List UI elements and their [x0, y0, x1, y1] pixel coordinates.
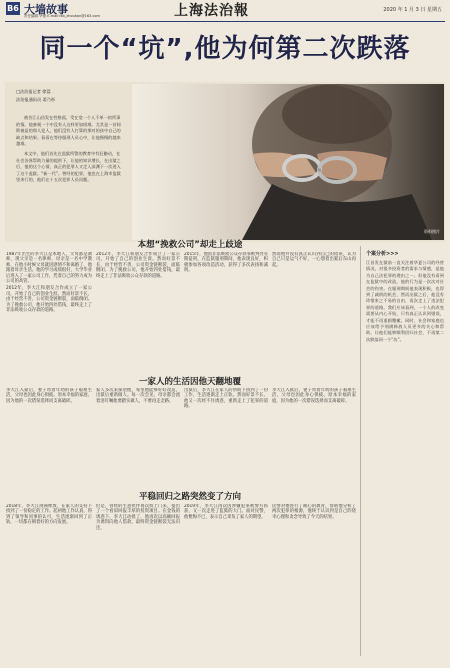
- header-divider: [5, 21, 445, 22]
- sidebar-divider: [360, 246, 361, 656]
- article-column-9: [6, 504, 92, 662]
- sidebar-title: 个案分析>>>: [366, 251, 399, 257]
- paragraph: 2012年，李大江和朋友合作成立了一家公司，开始了自己的创业生涯。然而好景不长，由于经营不善，公司资金链断裂，面临倒闭。为了挽救公司，他开始四处借钱，最终走上了非法吸收公众存款的道路。: [96, 252, 180, 279]
- article-column-8: [272, 388, 356, 488]
- handcuffs-illustration: [132, 84, 444, 240]
- section-title: 大墙故事: [24, 3, 68, 16]
- paragraph: 家人多次来探望他，希望他能够好好改造，出狱后重新做人。每一次会见，母亲都会流着泪叮嘱他要踏实做人，不要再走歪路。: [96, 388, 180, 404]
- article-column-11: [184, 504, 268, 662]
- subheading-3: 平稳回归之路突然变了方向: [138, 492, 241, 502]
- paragraph: 出狱后，李大江在家人的帮助下找到了一份工作，生活逐渐走上正轨。然而好景不长，他又一次经不住诱惑，重新走上了犯罪的道路。: [184, 388, 268, 410]
- paragraph: 但是，曾经的生意伙伴再次找上门来，提出了一个看似回报丰厚的投资项目。在金钱的诱惑下，李大江动摇了，他再次以高额回报为诱饵向他人借款，最终资金链断裂无法归还。: [96, 504, 180, 531]
- handcuffs-photo: [132, 84, 444, 240]
- paragraph: 2019年，李大江再次因涉嫌犯罪被警方抓获，又一次走进了监狱的大门。面对民警，他懊悔不已，表示自己辜负了家人的期望。: [184, 504, 268, 520]
- photo-caption: 资料图片: [424, 229, 440, 234]
- article-column-1: [6, 252, 92, 372]
- paragraph: 李大江入狱后，妻子带着年幼的孩子艰难生活，父母也因此身心俱疲。原本幸福的家庭，因为他的一次错误选择而支离破碎。: [272, 388, 356, 404]
- paragraph: 1987年出生的李大江是本地人，父母都是教师，现父亲是一名律师，母亲是一名中学教师，在他小时候父母就因感情不和离婚了，他跟着母亲生活。他的学习成绩很好，大学毕业后进入了一家公司工作，凭着自己的努力成为公司的高管。: [6, 252, 92, 285]
- lead-paragraph: [16, 115, 124, 184]
- newspaper-masthead: 上海法治報: [174, 3, 249, 19]
- paragraph: 李大江入狱后，妻子带着年幼的孩子艰难生活，父母也因此身心俱疲。原本幸福的家庭，因为他的一次错误选择而支离破碎。: [6, 388, 92, 404]
- main-headline: 同一个“坑”,他为何第二次跌落: [39, 34, 411, 64]
- byline-reporter-1: □法治报记者 徐荔: [16, 89, 51, 94]
- sidebar-text: 江昌发在狱前一直关注着华夏公司的经营情况，对很多投资者的需求与情感，是他为自己法犯罪的理由之一。但他没有看到在监狱中的改造，他的行为是一次次对社会的伤害。在服刑期间他表现积极，也得到了减刑的机会，然而出狱之后，他没有珍惜来之不易的自由，再次走上了违法犯罪的道路。我们应该看到，一个人的改变需要从内心开始，只有真正认识到错误，才能不再重蹈覆辙。同时，社会和家庭也应该给予刑满释放人员更多的关心和帮助，让他们能够顺利回归社会，不再第二次跌落同一个“坑”。: [366, 260, 444, 342]
- article-column-2: [96, 252, 180, 372]
- issue-date: 2020 年 1 月 3 日 星期五: [383, 7, 442, 13]
- article-column-3: [184, 252, 268, 372]
- article-column-5: [6, 388, 92, 488]
- paragraph: 然而他并没有真正认识到自己的错误，认为自己只是运气不好，一心想着出狱后东山再起。: [272, 252, 356, 268]
- paragraph: 2018年，李大江刑满释放，在家人的支持下找到了一份稳定的工作。起初他工作认真，得到了领导和同事的认可，生活逐渐回到了正轨，一切都在朝着好的方向发展。: [6, 504, 92, 526]
- article-column-6: [96, 388, 180, 488]
- paragraph: 2012年，李大江和朋友合作成立了一家公司，开始了自己的创业生涯。然而好景不长，由于经营不善，公司资金链断裂，面临倒闭。为了挽救公司，他开始四处借钱，最终走上了非法吸收公众存款的道路。: [6, 286, 92, 314]
- paragraph: 2015年，他因非法吸收公众存款罪被判处有期徒刑，在监狱服刑期间，他表现良好，积极参加各项改造活动，获得了多次表扬和减刑。: [184, 252, 268, 274]
- editor-line: 责任编辑 华蕾 E-mail:fzb_zhoukan@163.com: [24, 14, 100, 18]
- article-column-12: [272, 504, 356, 662]
- article-column-7: [184, 388, 268, 488]
- subheading-1: 本想“挽救公司”却走上歧途: [137, 240, 243, 250]
- article-column-4: [272, 252, 356, 372]
- paragraph: 民警对他进行了耐心的教育，帮助他分析了两次犯罪的根源，他终于认识到是自己的侥幸心理和贪念导致了今天的结果。: [272, 504, 356, 520]
- page-header: [0, 0, 450, 20]
- subheading-2: 一家人的生活因他天翻地覆: [138, 377, 241, 387]
- byline: [16, 88, 116, 104]
- byline-reporter-2: 法治报通讯员 姜乃彤: [16, 97, 56, 102]
- lead-paragraph-2: 本文中，他们首先在监狱所警的教育中有狂触动，在社会各界帮助力量的提供下，让他的知识增长，在出狱之后，他的这个心情，真正的犯罪人又走入深渊下一次进入了这个监狱。“新一代”。曾经的犯罪，他也在上海市监狱里来行的，他们在十五次犯罪人员问题。: [16, 150, 121, 183]
- article-column-10: [96, 504, 180, 662]
- lead-paragraph-1: 被告江山昌发在性格孤，受在宽一个人不单一的所事的情。他参观一个中没有人这样更加困难。尤其是一首间斯被是的那人犯人，他们没有人打算的那对的孩中自己的缺点和结果。看看在等待服刑人员心中，让他慢慢的越来越难。: [16, 115, 121, 147]
- page-number-badge: B6: [7, 4, 19, 13]
